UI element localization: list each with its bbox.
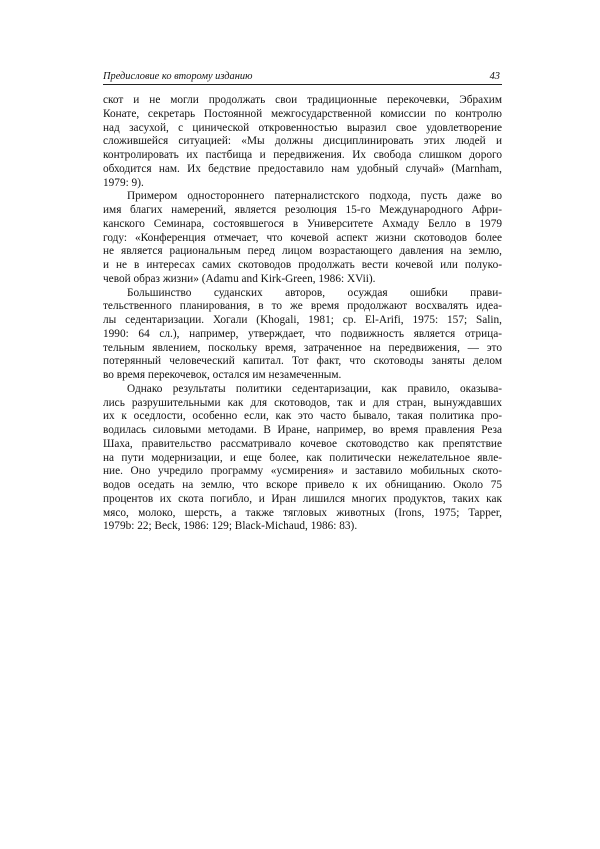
text-line: 1979: 9). xyxy=(103,176,144,189)
text-line: во время перекочевок, остался им незамеченным. xyxy=(103,369,342,381)
text-line: Шаха, правительство рассматривало кочевое скотоводство как препятствие xyxy=(103,437,502,450)
text-line: над засухой, с цинической откровенностью выразил свое удовлетворение xyxy=(103,121,502,134)
text-line: Конате, секретарь Постоянной межгосударственной комиссии по контролю xyxy=(103,107,502,120)
text-line: тельным явлением, поскольку время, затраченное на передвижения, — это xyxy=(103,341,502,354)
paragraph-1 xyxy=(103,94,502,190)
text-line: скот и не могли продолжать свои традиционные перекочевки, Эбрахим xyxy=(103,94,502,106)
text-line: водов оседать на землю, что вскоре привело к их обнищанию. Около 75 xyxy=(103,479,502,491)
text-line: ние. Оно учредило программу «усмирения» и заставило мобильных ското- xyxy=(103,465,502,478)
paragraph-2 xyxy=(103,190,502,286)
text-line: и не в интересах самих скотоводов продолжать вести кочевой или полуко- xyxy=(103,259,502,271)
text-line: водилась силовыми методами. В Иране, например, во время правления Реза xyxy=(103,424,502,436)
text-line: чевой образ жизни» (Adamu and Kirk-Green, 1986: XVii). xyxy=(103,272,376,285)
paragraph-3 xyxy=(103,287,502,383)
paragraph-4 xyxy=(103,383,502,534)
text-line: Однако результаты политики седентаризации, как правило, оказыва- xyxy=(127,382,502,395)
text-line: имя благих намерений, является резолюция 15-го Международного Афри- xyxy=(103,204,502,216)
text-line: потерянный человеческий капитал. Тот факт, что скотоводы заняты делом xyxy=(103,355,502,368)
text-line: тельственного планирования, в то же время продолжают восхвалять идеа- xyxy=(103,300,502,313)
text-line: лись разрушительными как для скотоводов, так и для стран, вынуждавших xyxy=(103,396,502,409)
text-line: контролировать их пастбища и передвижения. Их свобода слишком дорого xyxy=(103,149,502,161)
text-line: лы седентаризации. Хогали (Khogali, 1981; ср. El-Arifi, 1975: 157; Salin, xyxy=(103,314,502,326)
running-header-title: Предисловие ко второму изданию xyxy=(103,71,253,82)
text-line: процентов их скота погибло, и Иран лишился многих продуктов, таких как xyxy=(103,492,502,505)
text-line: 1990: 64 сл.), например, утверждает, что подвижность является отрица- xyxy=(103,327,502,340)
page-number: 43 xyxy=(489,71,500,82)
text-line: году: «Конференция отмечает, что кочевой аспект жизни скотоводов более xyxy=(103,231,502,244)
text-line: их к оседлости, особенно если, как это часто бывало, такая политика про- xyxy=(103,410,502,423)
body-text xyxy=(103,94,502,534)
running-header xyxy=(103,70,502,85)
text-line: сложившейся ситуацией: «Мы должны дисциплинировать этих людей и xyxy=(103,135,502,148)
text-line: мясо, молоко, шерсть, а также тягловых животных (Irons, 1975; Tapper, xyxy=(103,506,502,519)
text-line: не является рациональным перед лицом возрастающего давления на землю, xyxy=(103,245,502,258)
text-line: канского Семинара, состоявшегося в Университете Ахмаду Белло в 1979 xyxy=(103,217,502,230)
text-line: на пути модернизации, и еще более, как политически нежелательное явле- xyxy=(103,451,502,464)
text-line: Большинство суданских авторов, осуждая ошибки прави- xyxy=(127,286,502,299)
text-line: 1979b: 22; Beck, 1986: 129; Black-Michaud, 1986: 83). xyxy=(103,520,358,533)
text-line: обходится нам. Их бедствие предоставило нам удобный случай» (Marnham, xyxy=(103,162,502,175)
text-line: Примером одностороннего патерналистского подхода, пусть даже во xyxy=(127,190,502,203)
